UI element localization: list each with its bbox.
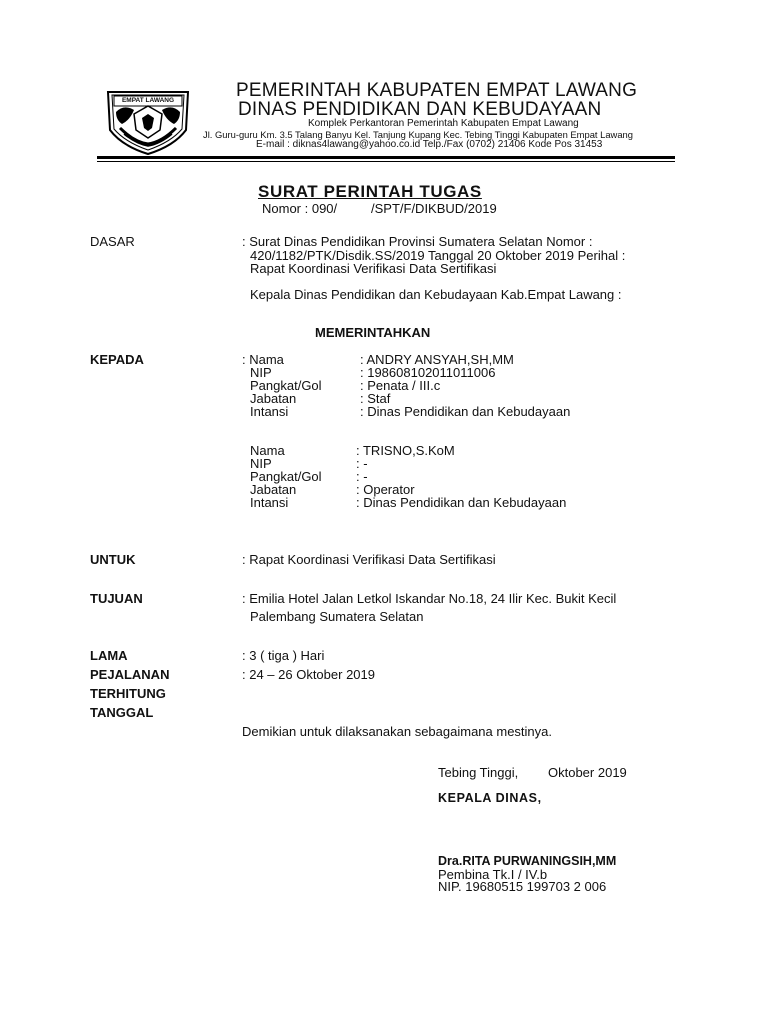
person1-nama: : ANDRY ANSYAH,SH,MM bbox=[360, 352, 514, 367]
letterhead-rule-thin bbox=[97, 161, 675, 162]
document-title: SURAT PERINTAH TUGAS bbox=[258, 182, 482, 201]
tujuan-line-2: Palembang Sumatera Selatan bbox=[250, 609, 424, 624]
logo-emblem-icon bbox=[104, 84, 192, 156]
tujuan-line-1: : Emilia Hotel Jalan Letkol Iskandar No.18, 24 Ilir Kec. Bukit Kecil bbox=[242, 591, 617, 606]
person2-pangkat-label: Pangkat/Gol bbox=[250, 469, 322, 484]
person2-nama: : TRISNO,S.KoM bbox=[356, 443, 455, 458]
person1-jabatan-label: Jabatan bbox=[250, 391, 297, 406]
logo-text: EMPAT LAWANG bbox=[121, 97, 175, 104]
letterhead-rule-thick bbox=[97, 156, 675, 159]
person2-pangkat: : - bbox=[356, 469, 368, 484]
tanggal-label: TANGGAL bbox=[90, 705, 154, 720]
person1-nip: : 198608102011011006 bbox=[360, 365, 496, 380]
signature-position: KEPALA DINAS, bbox=[438, 791, 542, 805]
lama-duration: : 3 ( tiga ) Hari bbox=[242, 648, 325, 663]
person1-jabatan: : Staf bbox=[360, 391, 391, 406]
person2-nip: : - bbox=[356, 456, 368, 471]
lama-dates: : 24 – 26 Oktober 2019 bbox=[242, 667, 375, 682]
person1-nama-label: : Nama bbox=[242, 352, 284, 367]
person2-nip-label: NIP bbox=[250, 456, 272, 471]
signatory-nip: NIP. 19680515 199703 2 006 bbox=[438, 879, 607, 894]
pejalanan-label: PEJALANAN bbox=[90, 667, 170, 682]
signature-date: Oktober 2019 bbox=[548, 765, 627, 780]
letterhead-office: Komplek Perkantoran Pemerintah Kabupaten Empat Lawang bbox=[308, 118, 579, 129]
untuk-label: UNTUK bbox=[90, 552, 136, 567]
person2-nama-label: Nama bbox=[250, 443, 285, 458]
person1-intansi-label: Intansi bbox=[250, 404, 289, 419]
letterhead-government: PEMERINTAH KABUPATEN EMPAT LAWANG bbox=[236, 80, 638, 101]
person2-jabatan: : Operator bbox=[356, 482, 415, 497]
dasar-label: DASAR bbox=[90, 234, 135, 249]
signature-place: Tebing Tinggi, bbox=[438, 765, 519, 780]
lama-label: LAMA bbox=[90, 648, 128, 663]
person2-intansi: : Dinas Pendidikan dan Kebudayaan bbox=[356, 495, 567, 510]
document-number-suffix: /SPT/F/DIKBUD/2019 bbox=[371, 201, 497, 216]
dasar-line-4: Kepala Dinas Pendidikan dan Kebudayaan Kab.Empat Lawang : bbox=[250, 287, 622, 302]
instruction-heading: MEMERINTAHKAN bbox=[315, 325, 431, 340]
signatory-rank: Pembina Tk.I / IV.b bbox=[438, 867, 548, 882]
letterhead-department: DINAS PENDIDIKAN DAN KEBUDAYAAN bbox=[238, 99, 602, 120]
regency-logo bbox=[104, 84, 192, 156]
letterhead-contact: E-mail : diknas4lawang@yahoo.co.id Telp./Fax (0702) 21406 Kode Pos 31453 bbox=[256, 139, 603, 150]
person1-intansi: : Dinas Pendidikan dan Kebudayaan bbox=[360, 404, 571, 419]
person1-pangkat: : Penata / III.c bbox=[360, 378, 441, 393]
person1-pangkat-label: Pangkat/Gol bbox=[250, 378, 322, 393]
closing-statement: Demikian untuk dilaksanakan sebagaimana mestinya. bbox=[242, 724, 553, 739]
person2-intansi-label: Intansi bbox=[250, 495, 289, 510]
person1-nip-label: NIP bbox=[250, 365, 272, 380]
person2-jabatan-label: Jabatan bbox=[250, 482, 297, 497]
kepada-label: KEPADA bbox=[90, 352, 144, 367]
signatory-name: Dra.RITA PURWANINGSIH,MM bbox=[438, 854, 617, 868]
terhitung-label: TERHITUNG bbox=[90, 686, 166, 701]
untuk-value: : Rapat Koordinasi Verifikasi Data Sertifikasi bbox=[242, 552, 496, 567]
dasar-line-3: Rapat Koordinasi Verifikasi Data Sertifikasi bbox=[250, 261, 497, 276]
dasar-line-1: : Surat Dinas Pendidikan Provinsi Sumatera Selatan Nomor : bbox=[242, 234, 593, 249]
dasar-line-2: 420/1182/PTK/Disdik.SS/2019 Tanggal 20 Oktober 2019 Perihal : bbox=[250, 248, 626, 263]
letterhead-address: Jl. Guru-guru Km. 3.5 Talang Banyu Kel. Tanjung Kupang Kec. Tebing Tinggi Kabupaten Empat Lawang bbox=[203, 129, 633, 140]
tujuan-label: TUJUAN bbox=[90, 591, 143, 606]
document-number-label: Nomor : 090/ bbox=[262, 201, 338, 216]
